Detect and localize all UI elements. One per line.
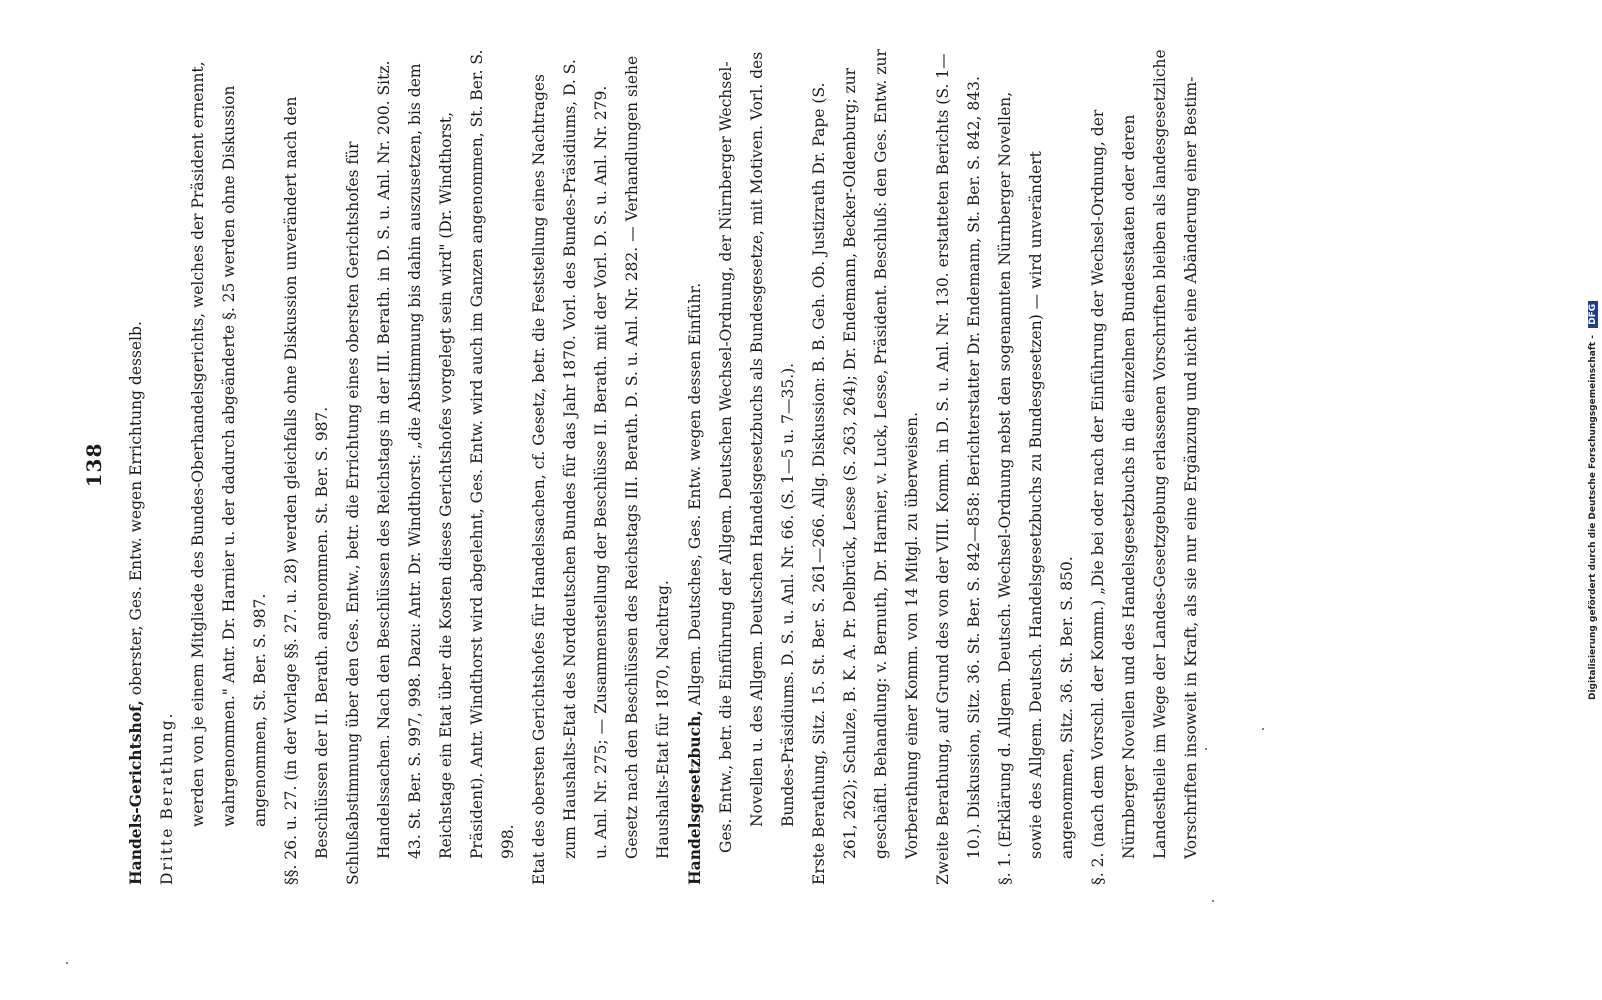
entry-text: §§. 26. u. 27. (in der Vorlage §§. 27. u. 28) werden gleichfalls ohne Diskussion unverändert nach den Beschlüssen der II. Berath. angenommen. St. Ber. S. 987. — [282, 96, 331, 885]
entry-text: §. 1. (Erklärung d. Allgem. Deutsch. Wechsel-Ordnung nebst den sogenannten Nürnberger Novellen, sowie des Allgem. Deutsch. Handelsgesetzbuchs zu Bundesgesetzen) — wird unverändert angenommen, Sitz. 36. St. Ber. S. 850. — [996, 91, 1076, 885]
entry-headword: Handels-Gerichtshof, — [126, 700, 145, 885]
rotated-page — [80, 25, 1480, 905]
entry-paragraph-1 — [990, 45, 1083, 885]
entry-dritte-berathung — [152, 45, 183, 885]
dfg-logo: DFG — [1588, 301, 1598, 328]
entry-etat — [524, 45, 679, 885]
scan-speck — [1262, 728, 1264, 730]
caption-text: Digitalisierung gefördert durch die Deutsche Forschungsgemeinschaft - — [1588, 335, 1598, 700]
entry-paragraph-25 — [183, 45, 276, 885]
entry-text: oberster, Ges. Entw. wegen Errichtung desselb. — [127, 321, 145, 696]
entry-text: Zweite Berathung, auf Grund des von der VIII. Komm. in D. S. u. Anl. Nr. 130. erstatteten Berichts (S. 1—10.). Diskussion, Sitz. 36. St. Ber. S. 842—858: Berichterstatter Dr. Endemann, St. Ber. S. 842, 843. — [934, 53, 983, 885]
scan-speck — [1212, 900, 1214, 902]
scan-speck — [66, 962, 68, 964]
entry-text: Ges. Entw., betr. die Einführung der Allgem. Deutschen Wechsel-Ordnung, der Nürnberger Wechsel-Novellen u. des Allgem. Deutschen Handelsgesetzbuchs als Bundesgesetze, mit Motiven. Vorl. des Bundes-Präsidiums. D. S. u. Anl. Nr. 66. (S. 1—5 u. 7—35.). — [717, 51, 797, 853]
entry-text: Erste Berathung, Sitz. 15. St. Ber. S. 261—266. Allg. Diskussion: B. B. Geh. Ob. Justizrath Dr. Pape (S. 261, 262); Schulze, B. K. A. Pr. Delbrück, Lesse (S. 263, 264); Dr. Endemann, Becker-Oldenburg; zur geschäftl. Behandlung: v. Bernuth, Dr. Harnier, v. Luck, Lesse, Präsident. Beschluß: den Ges. Entw. zur Vorberathung einer Komm. von 14 Mitgl. zu überweisen. — [810, 49, 921, 885]
entry-text: §. 2. (nach dem Vorschl. der Komm.) „Die bei oder nach der Einführung der Wechsel-Ordnung, der Nürnberger Novellen und des Handelsgesetzbuchs in die einzelnen Bundesstaaten oder deren Landestheile im Wege der Landes-Gesetzgebung erlassenen Vorschriften bleiben als landesgesetzliche Vorschriften insoweit in Kraft, als sie nur eine Ergänzung und nicht eine Abänderung einer Bestim- — [1089, 49, 1200, 885]
scan-speck — [1205, 748, 1207, 750]
entry-headword: Handelsgesetzbuch, — [685, 710, 704, 885]
entry-erste-berathung — [804, 45, 928, 885]
digitization-caption — [1588, 0, 1598, 700]
entry-handels-gerichtshof — [120, 45, 152, 885]
entry-zweite-berathung — [928, 45, 990, 885]
entry-schlussabstimmung — [338, 45, 524, 885]
page-number: 138 — [82, 442, 106, 488]
entry-text: Schlußabstimmung über den Ges. Entw., betr. die Errichtung eines obersten Gerichtshofes für Handelssachen. Nach den Beschlüssen des Reichstags in der III. Berath. in D. S. u. Anl. Nr. 200. Sitz. 43. St. Ber. S. 997, 998. Dazu: Antr. Dr. Windthorst: „die Abstimmung bis dahin auszusetzen, bis dem Reichstage ein Etat über die Kosten dieses Gerichtshofes vorgelegt sein wird" (Dr. Windthorst, Präsident). Antr. Windthorst wird abgelehnt, Ges. Entw. wird auch im Ganzen angenommen, St. Ber. S. 998. — [344, 49, 517, 885]
entry-handelsgesetzbuch — [679, 45, 711, 885]
entry-text: Dritte Berathung. — [158, 711, 176, 885]
entry-text: Allgem. Deutsches, Ges. Entw. wegen dessen Einführ. — [686, 282, 704, 706]
entry-ges-entw — [711, 45, 804, 885]
entry-paragraphs-26-27 — [276, 45, 338, 885]
entry-text: werden von je einem Mitgliede des Bundes-Oberhandelsgerichts, welches der Präsident ernennt, wahrgenommen." Antr. Dr. Harnier u. der dadurch abgeänderte §. 25 werden ohne Diskussion angenommen, St. Ber. S. 987. — [189, 61, 269, 827]
entry-text: Etat des obersten Gerichtshofes für Handelssachen, cf. Gesetz, betr. die Feststellung eines Nachtrages zum Haushalts-Etat des Norddeutschen Bundes für das Jahr 1870. Vorl. des Bundes-Präsidiums, D. S. u. Anl. Nr. 275; — Zusammenstellung der Beschlüsse II. Berath. mit der Vorl. D. S. u. Anl. Nr. 279. Gesetz nach den Beschlüssen des Reichstags III. Berath. D. S. u. Anl. Nr. 282. — Verhandlungen siehe Haushalts-Etat für 1870, Nachtrag. — [530, 55, 672, 885]
entry-paragraph-2 — [1083, 45, 1207, 885]
